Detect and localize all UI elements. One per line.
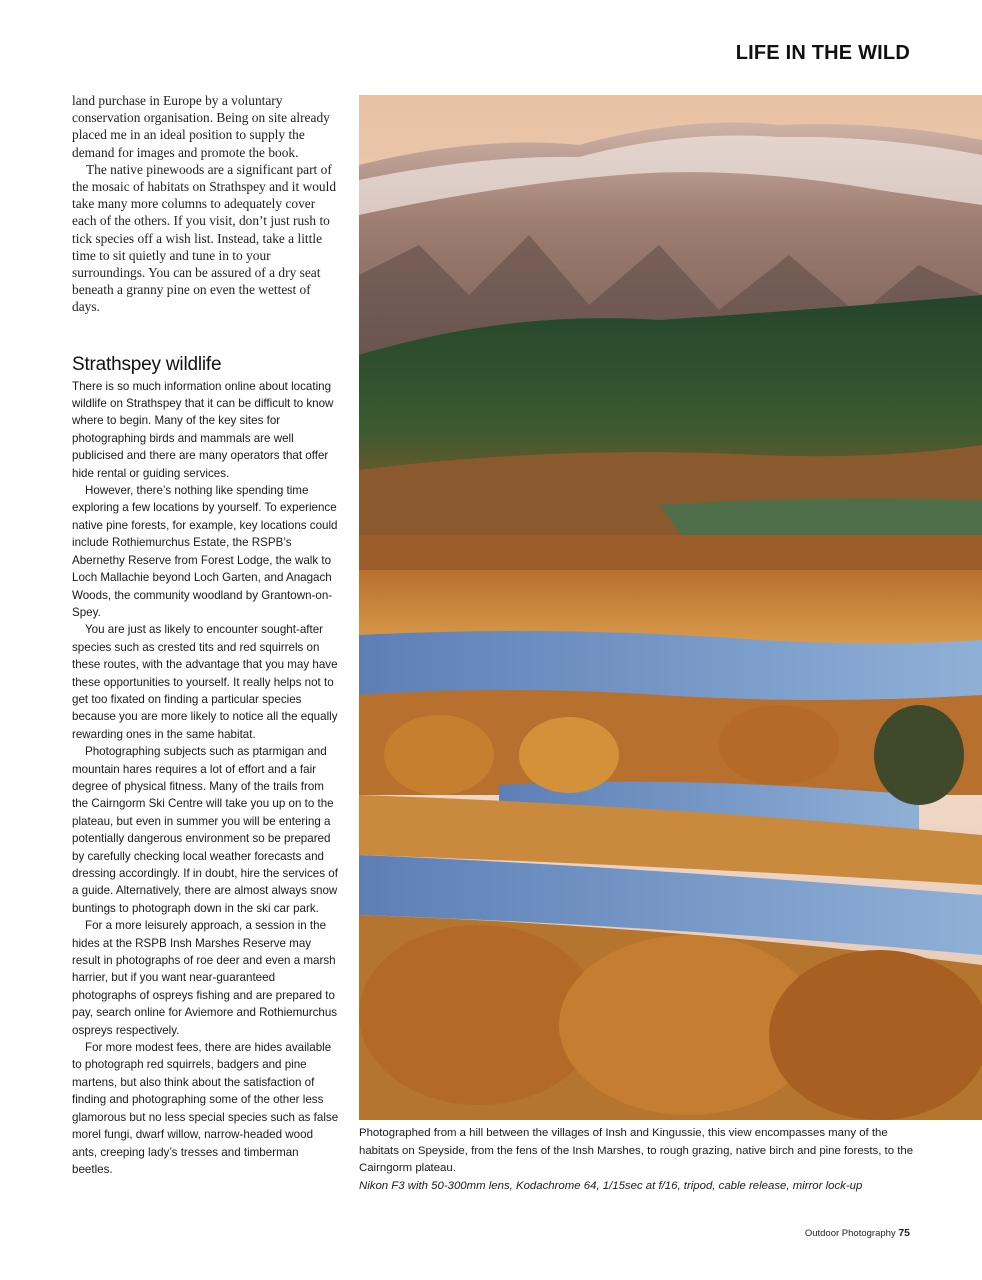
intro-paragraph-2: The native pinewoods are a significant part of the mosaic of habitats on Strathspey and it would take many more columns to adequately cover each of the others. If you visit, don’t just rush to tick species off a wish list. Instead, take a little time to sit quietly and tune in to your surroundings. You can be assured of a dry seat beneath a granny pine on even the wettest of days. (72, 161, 337, 315)
body-paragraph-3: You are just as likely to encounter sought-after species such as crested tits and red squirrels on these routes, with the advantage that you may have these opportunities to yourself. It really helps not to get too fixated on finding a particular species because you are more likely to notice all the equally rewarding ones in the same habitat. (72, 623, 338, 741)
article-column (72, 92, 340, 1178)
caption-text: Photographed from a hill between the villages of Insh and Kingussie, this view encompasses many of the habitats on Speyside, from the fens of the Insh Marshes, to rough grazing, native birch and pine forests, to the Cairngorm plateau. (359, 1127, 914, 1175)
landscape-photo (359, 95, 982, 1120)
section-header: LIFE IN THE WILD (735, 42, 910, 64)
landscape-illustration (359, 95, 982, 1120)
page-number: 75 (898, 1227, 910, 1239)
body-paragraph-5: For a more leisurely approach, a session in the hides at the RSPB Insh Marshes Reserve may result in photographs of roe deer and even a marsh harrier, but if you want near-guaranteed photographs of ospreys fishing and are prepared to pay, search online for Aviemore and Rothiemurchus ospreys respectively. (72, 919, 338, 1037)
body-paragraph-4: Photographing subjects such as ptarmigan and mountain hares requires a lot of effort and a fair degree of physical fitness. Many of the trails from the Cairngorm Ski Centre will take you up on to the plateau, but even in summer you will be entering a potentially dangerous environment so be prepared by carefully checking local weather forecasts and dressing accordingly. If in doubt, hire the services of a guide. Alternatively, there are almost always snow buntings to photograph down in the ski car park. (72, 745, 338, 915)
body-paragraph-6: For more modest fees, there are hides available to photograph red squirrels, badgers and pine martens, but also think about the satisfaction of finding and photographing some of the other less glamorous but no less special species such as false morel fungi, dwarf willow, narrow-headed wood ants, creeping lady’s tresses and timberman beetles. (72, 1041, 339, 1176)
intro-paragraph-1: land purchase in Europe by a voluntary conservation organisation. Being on site already placed me in an ideal position to supply the demand for images and promote the book. (72, 93, 330, 160)
subheading: Strathspey wildlife (72, 353, 222, 375)
caption-tech-details: Nikon F3 with 50-300mm lens, Kodachrome 64, 1/15sec at f/16, tripod, cable release, mirror lock-up (359, 1179, 863, 1192)
publication-name: Outdoor Photography (804, 1228, 896, 1239)
body-paragraph-2: However, there’s nothing like spending time exploring a few locations by yourself. To experience native pine forests, for example, key locations could include Rothiemurchus Estate, the RSPB’s Abernethy Reserve from Forest Lodge, the walk to Loch Mallachie beyond Loch Garten, and Anagach Woods, the community woodland by Grantown-on-Spey. (72, 484, 338, 619)
page-footer (805, 1227, 910, 1239)
photo-caption (359, 1125, 919, 1195)
intro-text (72, 92, 340, 316)
body-text (72, 378, 340, 1179)
body-paragraph-1: There is so much information online about locating wildlife on Strathspey that it can be difficult to know where to begin. Many of the key sites for photographing birds and mammals are well publicised and there are many operators that offer hide rental or guiding services. (72, 379, 334, 480)
